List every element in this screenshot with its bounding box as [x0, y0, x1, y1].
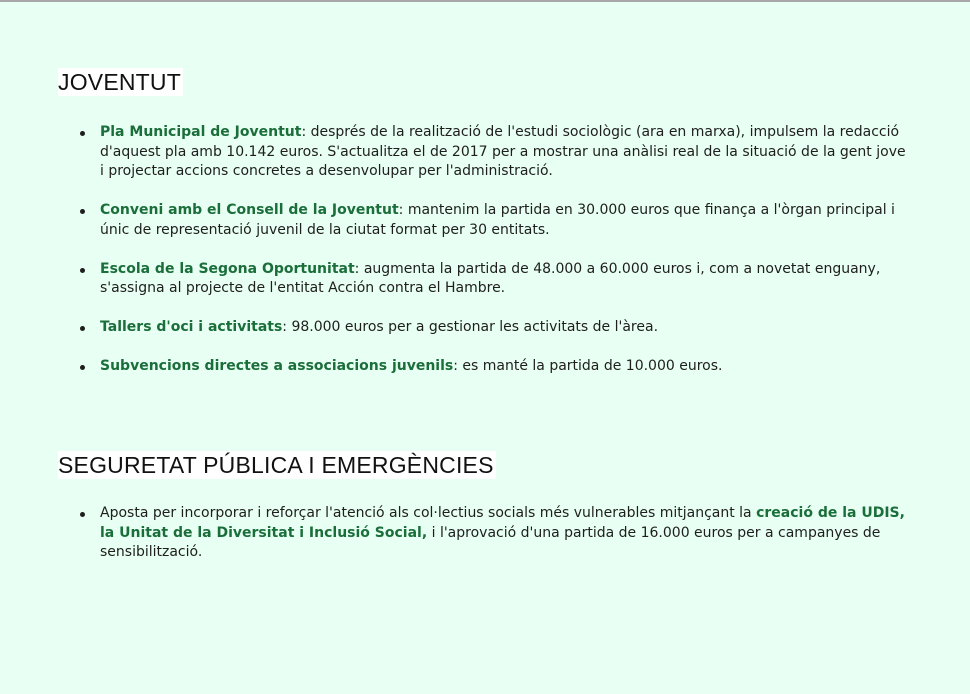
item-text: : mantenim la partida en 30.000 euros que finança a l'òrgan principal i únic de representació juvenil de la ciutat format per 30 entitats.	[100, 202, 895, 238]
item-title: Conveni amb el Consell de la Joventut	[100, 202, 399, 218]
section-seguretat	[58, 451, 908, 563]
item-text: : 98.000 euros per a gestionar les activitats de l'àrea.	[282, 319, 659, 335]
item-highlight: creació de la UDIS, la Unitat de la Diversitat i Inclusió Social,	[100, 505, 905, 541]
item-text: : després de la realització de l'estudi sociològic (ara en marxa), impulsem la redacció d'aquest pla amb 10.142 euros. S'actualitza el de 2017 per a mostrar una anàlisi real de la situació de la gent jove i projectar accions concretes a desenvolupar per l'administració.	[100, 124, 906, 179]
list-item	[58, 201, 908, 240]
joventut-list	[58, 123, 908, 377]
item-title: Subvencions directes a associacions juvenils	[100, 358, 454, 374]
item-text: : es manté la partida de 10.000 euros.	[453, 358, 723, 374]
list-item	[58, 504, 908, 563]
item-title: Tallers d'oci i activitats	[100, 319, 283, 335]
section-heading-seguretat: SEGURETAT PÚBLICA I EMERGÈNCIES	[58, 452, 494, 478]
section-heading-joventut: JOVENTUT	[58, 69, 181, 95]
item-title: Escola de la Segona Oportunitat	[100, 260, 355, 277]
item-text: : augmenta la partida de 48.000 a 60.000 euros i, com a novetat enguany, s'assigna al projecte de l'entitat Acción contra el Hambre.	[100, 260, 881, 296]
list-item	[58, 123, 908, 182]
seguretat-list	[58, 504, 908, 563]
list-item	[58, 357, 908, 377]
item-title: Pla Municipal de Joventut	[100, 124, 302, 140]
item-text-after: i l'aprovació d'una partida de 16.000 euros per a campanyes de sensibilització.	[100, 524, 881, 560]
list-item	[58, 260, 908, 299]
item-text-before: Aposta per incorporar i reforçar l'atenció als col·lectius socials més vulnerables mitjançant la	[100, 505, 757, 521]
list-item	[58, 318, 908, 338]
section-joventut	[58, 68, 908, 396]
